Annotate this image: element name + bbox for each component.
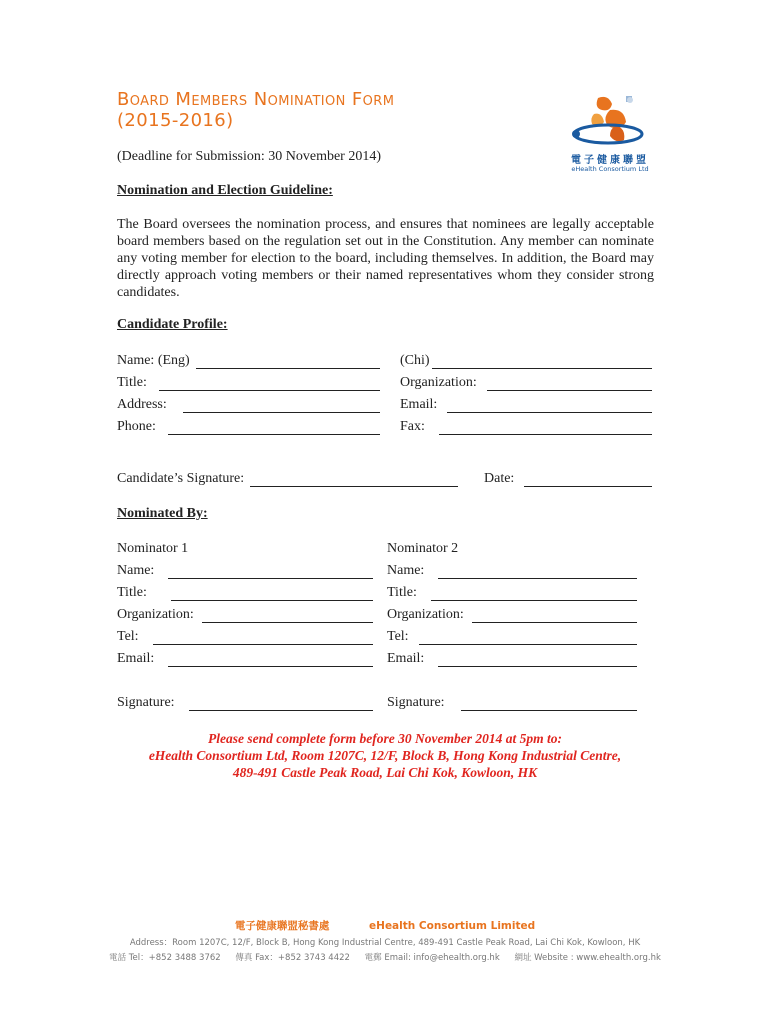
candidate-title-field[interactable] <box>117 375 380 391</box>
candidate-organization-label: Organization: <box>400 375 477 390</box>
nominator-1-tel-field[interactable] <box>117 629 373 645</box>
nominator-2-heading: Nominator 2 <box>387 541 459 556</box>
candidate-title-label: Title: <box>117 375 147 390</box>
nominator-1-signature-label: Signature: <box>117 695 175 710</box>
nominator-2-name-line[interactable] <box>438 566 637 579</box>
nominator-2-name-label: Name: <box>387 563 425 578</box>
nominator-1-name-field[interactable] <box>117 563 373 579</box>
nominator-1-heading: Nominator 1 <box>117 541 189 556</box>
candidate-phone-field[interactable] <box>117 419 380 435</box>
candidate-profile-heading: Candidate Profile: <box>117 317 228 332</box>
nominator-2-email-label: Email: <box>387 651 425 666</box>
nominator-2-title-label: Title: <box>387 585 417 600</box>
nominator-2-signature-label: Signature: <box>387 695 445 710</box>
guideline-paragraph: The Board oversees the nomination process, and ensures that nominees are legally acceptable board members based on the regulation set out in the Constitution. Any member can nominate any voting member for election to the board, including themselves. In addition, the Board may directly approach voting members or their named representatives whom they consider strong candidates. <box>117 217 654 300</box>
footer-contact-line <box>0 951 770 963</box>
candidate-signature-label: Candidate’s Signature: <box>117 471 245 486</box>
nominator-2-signature-line[interactable] <box>461 698 637 711</box>
footer-tel: 電話 Tel：+852 3488 3762 <box>109 953 221 963</box>
nominator-1-name-label: Name: <box>117 563 155 578</box>
candidate-address-line[interactable] <box>183 400 380 413</box>
nominator-2-title-line[interactable] <box>431 588 637 601</box>
candidate-date-field[interactable] <box>484 471 652 487</box>
footer-website[interactable]: 網址 Website : www.ehealth.org.hk <box>514 953 661 963</box>
nominator-1-signature-field[interactable] <box>117 695 373 711</box>
logo-english-text: eHealth Consortium Ltd <box>571 165 649 173</box>
candidate-name-chi-line[interactable] <box>432 356 652 369</box>
candidate-organization-line[interactable] <box>487 378 652 391</box>
candidate-signature-line[interactable] <box>250 474 458 487</box>
candidate-fax-line[interactable] <box>439 422 652 435</box>
candidate-email-field[interactable] <box>400 397 652 413</box>
nominator-1-tel-label: Tel: <box>117 629 139 644</box>
footer-secretariat-cn: 電子健康聯盟秘書處 <box>234 920 330 932</box>
footer-email[interactable]: 電郵 Email: info@ehealth.org.hk <box>364 953 500 963</box>
candidate-name-chi-label: (Chi) <box>400 353 430 368</box>
candidate-name-eng-field[interactable] <box>117 353 380 369</box>
nominator-2-tel-line[interactable] <box>419 632 637 645</box>
candidate-name-chi-field[interactable] <box>400 353 652 369</box>
candidate-date-line[interactable] <box>524 474 652 487</box>
nominator-1-title-line[interactable] <box>171 588 373 601</box>
candidate-name-eng-label: Name: (Eng) <box>117 353 190 368</box>
footer-org-en: eHealth Consortium Limited <box>369 920 536 932</box>
candidate-fax-field[interactable] <box>400 419 652 435</box>
nominator-2-organization-field[interactable] <box>387 607 637 623</box>
candidate-phone-label: Phone: <box>117 419 156 434</box>
candidate-email-line[interactable] <box>447 400 652 413</box>
submission-notice <box>100 730 670 781</box>
candidate-date-label: Date: <box>484 471 515 486</box>
nominator-1-organization-label: Organization: <box>117 607 194 622</box>
nominator-2-organization-line[interactable] <box>472 610 637 623</box>
nominator-2-signature-field[interactable] <box>387 695 637 711</box>
nominator-2-email-line[interactable] <box>438 654 637 667</box>
footer-org-line <box>0 918 770 933</box>
footer-address: Address：Room 1207C, 12/F, Block B, Hong Kong Industrial Centre, 489-491 Castle Peak Road, Lai Chi Kok, Kowloon, HK <box>129 938 641 948</box>
nominator-1-email-label: Email: <box>117 651 155 666</box>
submission-notice-line2: eHealth Consortium Ltd, Room 1207C, 12/F, Block B, Hong Kong Industrial Centre, <box>148 748 622 763</box>
candidate-title-line[interactable] <box>159 378 380 391</box>
nominator-1-organization-line[interactable] <box>202 610 373 623</box>
candidate-fax-label: Fax: <box>400 419 425 434</box>
nominator-1-title-label: Title: <box>117 585 147 600</box>
nominator-2-name-field[interactable] <box>387 563 637 579</box>
candidate-address-field[interactable] <box>117 397 380 413</box>
nominator-1-email-field[interactable] <box>117 651 373 667</box>
candidate-name-eng-line[interactable] <box>196 356 380 369</box>
nominator-1-tel-line[interactable] <box>153 632 373 645</box>
nominator-2-title-field[interactable] <box>387 585 637 601</box>
submission-notice-line1: Please send complete form before 30 November 2014 at 5pm to: <box>208 731 562 746</box>
guideline-heading: Nomination and Election Guideline: <box>117 183 333 198</box>
nominator-2-tel-field[interactable] <box>387 629 637 645</box>
nominator-1-organization-field[interactable] <box>117 607 373 623</box>
candidate-email-label: Email: <box>400 397 438 412</box>
form-title <box>117 89 394 131</box>
candidate-organization-field[interactable] <box>400 375 652 391</box>
candidate-signature-field[interactable] <box>117 471 458 487</box>
footer-fax: 傳真 Fax：+852 3743 4422 <box>235 953 350 963</box>
candidate-address-label: Address: <box>117 397 167 412</box>
nominator-1-title-field[interactable] <box>117 585 373 601</box>
nominator-2-organization-label: Organization: <box>387 607 464 622</box>
deadline-text: (Deadline for Submission: 30 November 2014) <box>117 149 382 164</box>
nominator-2-email-field[interactable] <box>387 651 637 667</box>
candidate-phone-line[interactable] <box>168 422 380 435</box>
form-title-line2: (2015-2016) <box>117 110 234 131</box>
logo-chinese-text: 電子健康聯盟 <box>571 155 649 166</box>
nominator-1-signature-line[interactable] <box>189 698 373 711</box>
nominator-1-name-line[interactable] <box>168 566 373 579</box>
submission-notice-line3: 489-491 Castle Peak Road, Lai Chi Kok, Kowloon, HK <box>232 765 538 780</box>
form-title-line1: Board Members Nomination Form <box>117 89 395 110</box>
nominated-by-heading: Nominated By: <box>117 506 208 521</box>
nominator-2-tel-label: Tel: <box>387 629 409 644</box>
nominator-1-email-line[interactable] <box>168 654 373 667</box>
